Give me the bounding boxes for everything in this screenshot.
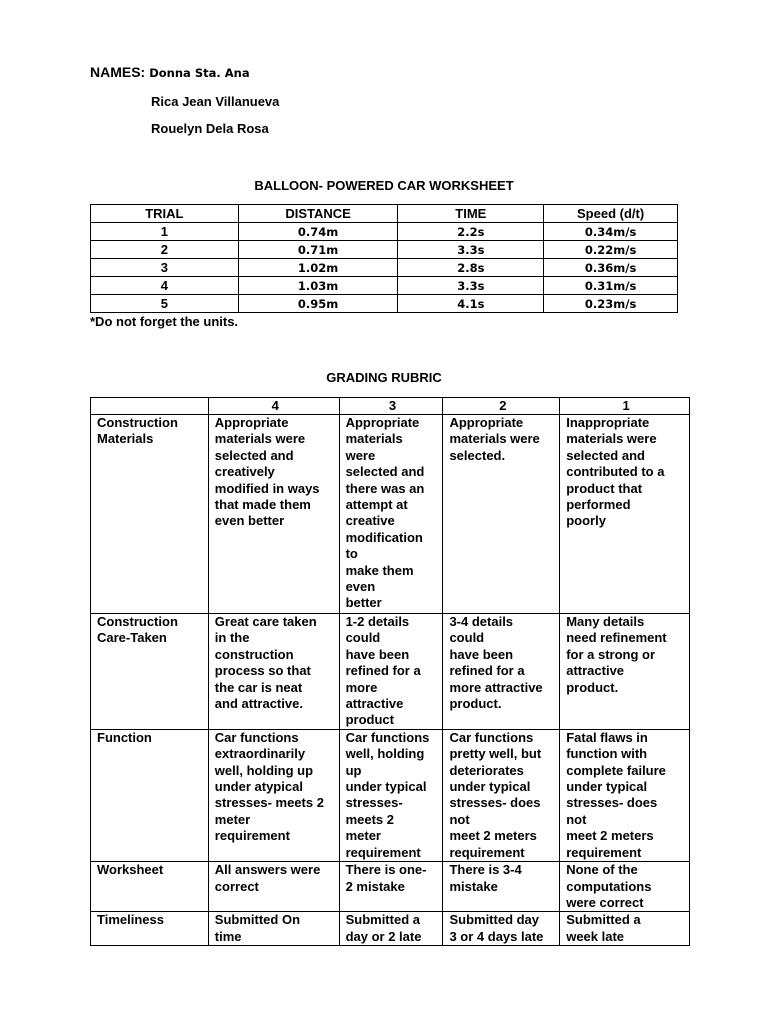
speed-value: 0.22m/s	[544, 241, 678, 259]
rubric-cell: There is 3-4 mistake	[443, 862, 560, 912]
grading-rubric-table	[90, 397, 690, 946]
trial-number: 4	[91, 277, 239, 295]
rubric-row-function	[91, 729, 690, 861]
time-value: 3.3s	[398, 277, 544, 295]
trial-data-table	[90, 204, 678, 313]
rubric-cell: Fatal flaws in function with complete failure under typical stresses- does not meet 2 meters requirement	[560, 729, 690, 861]
student-name-3: Rouelyn Dela Rosa	[151, 121, 269, 136]
rubric-cell: Many details need refinement for a strong or attractive product.	[560, 614, 690, 730]
trial-number: 1	[91, 223, 239, 241]
distance-value: 0.95m	[238, 295, 398, 313]
time-value: 2.8s	[398, 259, 544, 277]
table-row	[91, 223, 678, 241]
rubric-cell: Submitted a week late	[560, 912, 690, 946]
rubric-criterion: Construction Care-Taken	[91, 614, 209, 730]
rubric-criterion: Timeliness	[91, 912, 209, 946]
rubric-header-score-1: 1	[560, 398, 690, 415]
rubric-cell: Inappropriate materials were selected and contributed to a product that performed poorly	[560, 415, 690, 614]
worksheet-title: BALLOON- POWERED CAR WORKSHEET	[254, 178, 514, 193]
student-name-2: Rica Jean Villanueva	[151, 94, 280, 109]
table-header-row	[91, 205, 678, 223]
rubric-cell: Appropriate materials were selected.	[443, 415, 560, 614]
units-note: *Do not forget the units.	[90, 314, 239, 329]
rubric-cell: Submitted a day or 2 late	[339, 912, 443, 946]
rubric-criterion: Worksheet	[91, 862, 209, 912]
rubric-header-score-3: 3	[339, 398, 443, 415]
rubric-title: GRADING RUBRIC	[326, 370, 442, 385]
table-row	[91, 259, 678, 277]
table-row	[91, 295, 678, 313]
student-name-1: Donna Sta. Ana	[149, 66, 250, 80]
header-trial: TRIAL	[91, 205, 239, 223]
rubric-row-timeliness	[91, 912, 690, 946]
rubric-cell: 1-2 details could have been refined for a more attractive product	[339, 614, 443, 730]
table-row	[91, 277, 678, 295]
rubric-row-construction-materials	[91, 415, 690, 614]
rubric-criterion: Construction Materials	[91, 415, 209, 614]
time-value: 2.2s	[398, 223, 544, 241]
rubric-header-criteria	[91, 398, 209, 415]
rubric-row-worksheet	[91, 862, 690, 912]
rubric-cell: None of the computations were correct	[560, 862, 690, 912]
rubric-cell: Appropriate materials were selected and creatively modified in ways that made them even better	[208, 415, 339, 614]
speed-value: 0.23m/s	[544, 295, 678, 313]
rubric-criterion: Function	[91, 729, 209, 861]
speed-value: 0.36m/s	[544, 259, 678, 277]
distance-value: 1.03m	[238, 277, 398, 295]
trial-number: 5	[91, 295, 239, 313]
rubric-cell: Car functions extraordinarily well, holding up under atypical stresses- meets 2 meter requirement	[208, 729, 339, 861]
rubric-cell: Great care taken in the construction process so that the car is neat and attractive.	[208, 614, 339, 730]
table-row	[91, 241, 678, 259]
rubric-cell: 3-4 details could have been refined for a more attractive product.	[443, 614, 560, 730]
rubric-cell: Car functions pretty well, but deteriorates under typical stresses- does not meet 2 meters requirement	[443, 729, 560, 861]
distance-value: 1.02m	[238, 259, 398, 277]
rubric-cell: All answers were correct	[208, 862, 339, 912]
speed-value: 0.34m/s	[544, 223, 678, 241]
rubric-cell: Submitted day 3 or 4 days late	[443, 912, 560, 946]
distance-value: 0.74m	[238, 223, 398, 241]
header-speed: Speed (d/t)	[544, 205, 678, 223]
speed-value: 0.31m/s	[544, 277, 678, 295]
header-distance: DISTANCE	[238, 205, 398, 223]
names-block	[90, 64, 490, 136]
rubric-header-row	[91, 398, 690, 415]
header-time: TIME	[398, 205, 544, 223]
distance-value: 0.71m	[238, 241, 398, 259]
rubric-cell: Car functions well, holding up under typical stresses- meets 2 meter requirement	[339, 729, 443, 861]
rubric-row-construction-care	[91, 614, 690, 730]
rubric-header-score-4: 4	[208, 398, 339, 415]
rubric-cell: Appropriate materials were selected and there was an attempt at creative modification to make them even better	[339, 415, 443, 614]
rubric-header-score-2: 2	[443, 398, 560, 415]
time-value: 4.1s	[398, 295, 544, 313]
rubric-cell: There is one- 2 mistake	[339, 862, 443, 912]
rubric-cell: Submitted On time	[208, 912, 339, 946]
names-label: NAMES:	[90, 64, 146, 80]
trial-number: 3	[91, 259, 239, 277]
trial-number: 2	[91, 241, 239, 259]
time-value: 3.3s	[398, 241, 544, 259]
